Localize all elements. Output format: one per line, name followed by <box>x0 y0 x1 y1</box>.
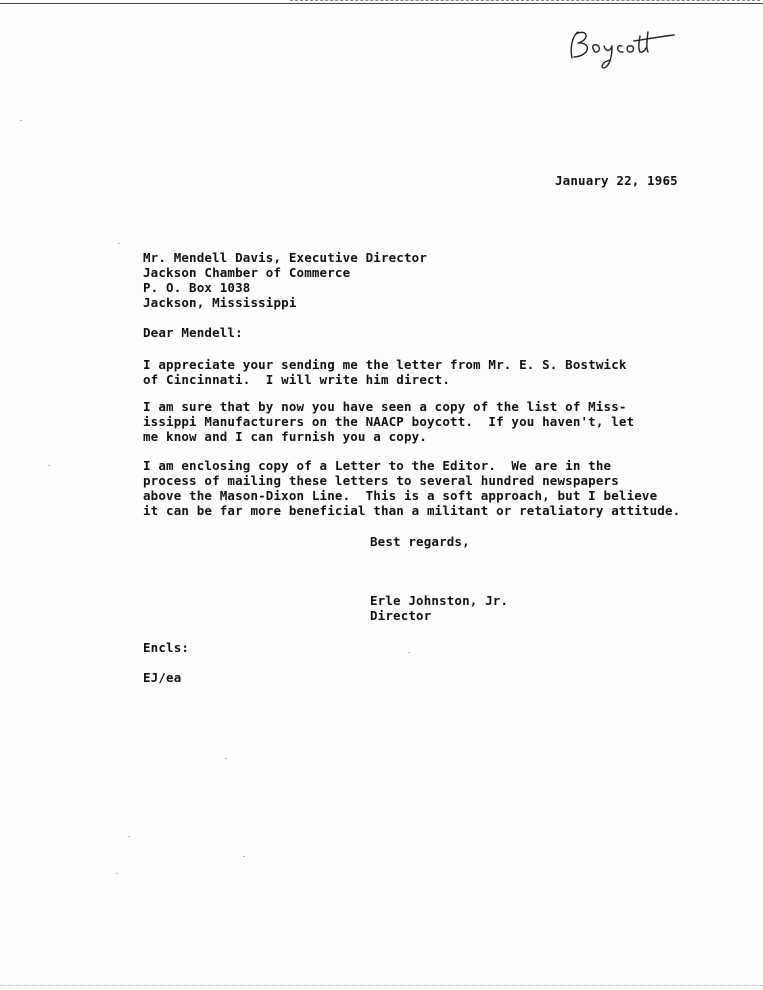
scan-speck <box>118 243 120 244</box>
closing: Best regards, <box>370 534 470 549</box>
paragraph-2-line-3: me know and I can furnish you a copy. <box>143 429 427 444</box>
recipient-line-org: Jackson Chamber of Commerce <box>143 265 351 280</box>
salutation: Dear Mendell: <box>143 325 243 340</box>
top-edge-rule <box>0 3 763 4</box>
paragraph-3-line-3: above the Mason-Dixon Line. This is a soft approach, but I believe <box>143 488 658 503</box>
bottom-edge-specks <box>0 985 763 986</box>
recipient-line-name: Mr. Mendell Davis, Executive Director <box>143 250 427 265</box>
signer-title: Director <box>370 608 432 623</box>
scan-speck <box>408 652 410 653</box>
scan-speck <box>225 758 227 759</box>
scan-speck <box>116 873 118 874</box>
typist-initials: EJ/ea <box>143 670 182 685</box>
letter-date: January 22, 1965 <box>555 173 678 188</box>
scan-speck <box>48 465 50 466</box>
scan-speck <box>243 856 245 857</box>
recipient-line-city: Jackson, Mississippi <box>143 295 297 310</box>
recipient-line-box: P. O. Box 1038 <box>143 280 251 295</box>
paragraph-3-line-4: it can be far more beneficial than a militant or retaliatory attitude. <box>143 503 681 518</box>
enclosures-note: Encls: <box>143 640 190 655</box>
scan-speck <box>20 120 22 121</box>
paragraph-1-line-1: I appreciate your sending me the letter from Mr. E. S. Bostwick <box>143 357 627 372</box>
paragraph-3-line-1: I am enclosing copy of a Letter to the Editor. We are in the <box>143 458 612 473</box>
signer-name: Erle Johnston, Jr. <box>370 593 509 608</box>
scan-speck <box>128 836 130 837</box>
top-edge-dashes <box>290 0 760 1</box>
paragraph-2-line-1: I am sure that by now you have seen a copy of the list of Miss- <box>143 399 627 414</box>
paragraph-1-line-2: of Cincinnati. I will write him direct. <box>143 372 451 387</box>
paragraph-2-line-2: issippi Manufacturers on the NAACP boycott. If you haven't, let <box>143 414 635 429</box>
handwritten-boycott-note <box>566 22 686 72</box>
paragraph-3-line-2: process of mailing these letters to several hundred newspapers <box>143 473 619 488</box>
